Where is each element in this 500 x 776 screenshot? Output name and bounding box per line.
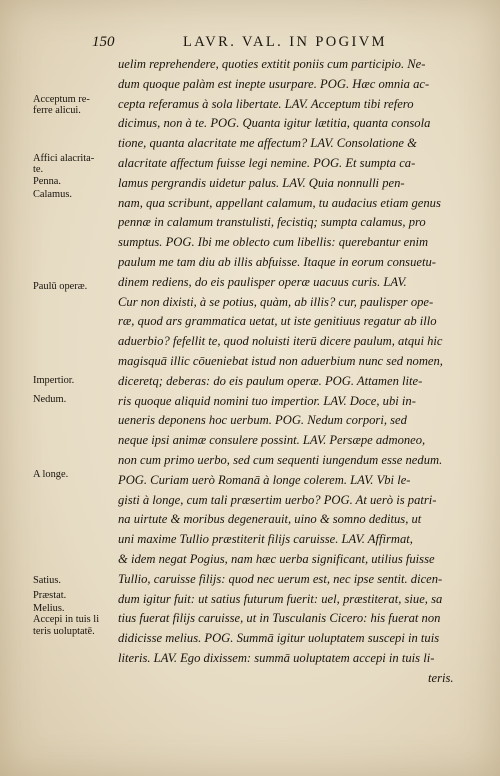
margin-note: Calamus. bbox=[33, 189, 72, 200]
page-header bbox=[92, 34, 458, 54]
text-line: didicisse melius. POG. Summā igitur uoluptatem suscepi in tuis bbox=[118, 631, 440, 646]
text-line: POG. Curiam uerò Romanā à longe colerem. LAV. Vbi le- bbox=[118, 472, 411, 487]
text-line: dum igitur fuit: ut satius futurum fuerit: uel, præstiterat, siue, sa bbox=[118, 591, 443, 606]
text-line: ueneris deponens hoc uerbum. POG. Nedum corpori, sed bbox=[118, 413, 407, 428]
margin-note: te. bbox=[33, 164, 44, 175]
text-line: tione, quanta alacritate me affectum? LAV. Consolatione & bbox=[118, 136, 417, 151]
text-line: & idem negat Pogius, nam hæc uerba significant, utilius fuisse bbox=[118, 551, 435, 566]
text-line: teris. bbox=[428, 670, 454, 685]
text-line: ræ, quod ars grammatica uetat, ut iste genitiuus regatur ab illo bbox=[118, 314, 437, 329]
text-line: Tullio, caruisse filijs: quod nec uerum est, nec ipse sentit. dicen- bbox=[118, 571, 443, 586]
text-line: cepta referamus à sola libertate. LAV. Acceptum tibi refero bbox=[118, 96, 414, 111]
margin-note: Nedum. bbox=[33, 394, 67, 405]
text-line: tius fuerat filijs caruisse, ut in Tusculanis Cicero: his fuerat non bbox=[118, 611, 441, 626]
margin-note: ferre alicui. bbox=[33, 105, 81, 116]
margin-notes bbox=[0, 0, 118, 776]
running-head: LAVR. VAL. IN POGIVM bbox=[183, 34, 387, 50]
text-line: aduerbio? fefellit te, quod noluisti iterū dicere paulum, atqui hic bbox=[118, 334, 443, 349]
text-line: diceretq; deberas: do eis paulum operæ. POG. Attamen lite- bbox=[118, 373, 423, 388]
text-line: neque ipsi animæ consulere possint. LAV. Persæpe admoneo, bbox=[118, 433, 426, 448]
margin-note: Affici alacrita- bbox=[33, 153, 95, 164]
text-line: dinem rediens, do eis paulisper operæ uacuus curis. LAV. bbox=[118, 274, 407, 289]
text-line: sumptus. POG. Ibi me oblecto cum libellis: querebantur enim bbox=[118, 235, 429, 250]
text-line: na uirtute & moribus degenerauit, uino & somno deditus, ut bbox=[118, 512, 422, 527]
margin-note: Melius. bbox=[33, 603, 65, 614]
text-line: literis. LAV. Ego dixissem: summā uoluptatem accepi in tuis li- bbox=[118, 650, 435, 665]
margin-note: Impertior. bbox=[33, 375, 75, 386]
text-line: dum quoque palàm est inepte usurpare. POG. Hæc omnia ac- bbox=[118, 76, 430, 91]
text-line: paulum me tam diu ab illis abfuisse. Itaque in eorum consuetu- bbox=[118, 254, 436, 269]
text-line: uni maxime Tullio præstiterit filijs caruisse. LAV. Affirmat, bbox=[118, 532, 413, 547]
text-line: lamus pergrandis uidetur palus. LAV. Quia nonnulli pen- bbox=[118, 175, 405, 190]
margin-note: Accepi in tuis li bbox=[33, 614, 100, 625]
body-text bbox=[118, 55, 456, 689]
text-line: alacritate affectum fuisse legi nemine. POG. Et sumpta ca- bbox=[118, 155, 416, 170]
text-line: magisquā illic cōueniebat istud non aduerbium nunc sed nomen, bbox=[118, 353, 443, 368]
text-line: nam, qua scribunt, appellant calamum, tu audacius etiam genus bbox=[118, 195, 441, 210]
margin-note: A longe. bbox=[33, 469, 69, 480]
text-line: Cur non dixisti, à se potius, quàm, ab illis? cur, paulisper ope- bbox=[118, 294, 434, 309]
margin-note: Præstat. bbox=[33, 590, 67, 601]
page-number: 150 bbox=[92, 34, 115, 50]
margin-note: Acceptum re- bbox=[33, 94, 90, 105]
text-line: non cum primo uerbo, sed cum sequenti iungendum esse nedum. bbox=[118, 452, 443, 467]
text-line: gisti à longe, cum tali præsertim uerbo? POG. At uerò is patri- bbox=[118, 492, 437, 507]
margin-note: Paulū operæ. bbox=[33, 281, 88, 292]
margin-note: teris uoluptatē. bbox=[33, 626, 95, 637]
margin-note: Satius. bbox=[33, 575, 62, 586]
text-line: uelim reprehendere, quoties extitit poniis cum participio. Ne- bbox=[118, 57, 426, 71]
text-line: pennæ in calamum transtulisti, fecistiq; sumpta calamus, pro bbox=[118, 215, 426, 230]
margin-note: Penna. bbox=[33, 176, 61, 187]
text-line: ris quoque aliquid nomini tuo impertior. LAV. Doce, ubi in- bbox=[118, 393, 416, 408]
text-line: dicimus, non à te. POG. Quanta igitur lætitia, quanta consola bbox=[118, 116, 431, 131]
